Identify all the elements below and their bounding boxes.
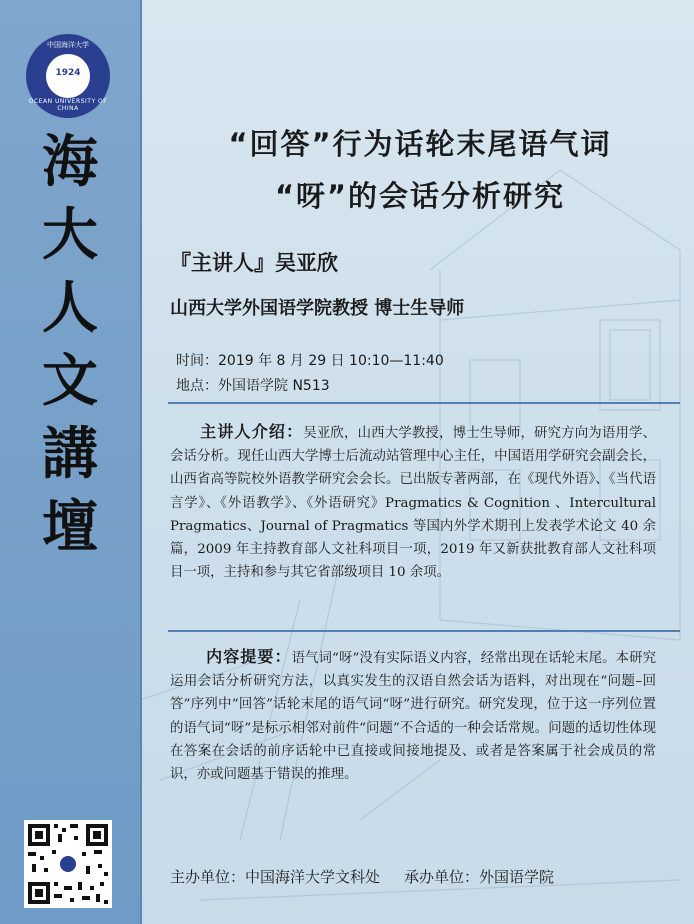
speaker-bio bbox=[170, 420, 656, 584]
abstract-label: 内容提要： bbox=[206, 647, 292, 666]
qr-code-icon bbox=[24, 820, 112, 908]
speaker-affiliation: 山西大学外国语学院教授 博士生导师 bbox=[170, 298, 465, 319]
logo-year: 1924 bbox=[55, 68, 81, 78]
organizer: 主办单位：中国海洋大学文科处 bbox=[170, 868, 381, 886]
speaker-bio-label: 主讲人介绍： bbox=[200, 422, 304, 441]
talk-title-line2: “呀”的会话分析研究 bbox=[274, 179, 566, 213]
sidebar bbox=[0, 0, 142, 924]
qr-code[interactable] bbox=[24, 820, 112, 908]
series-title: 海大人文講壇 bbox=[42, 129, 98, 560]
abstract bbox=[170, 645, 656, 786]
logo-text-bottom: OCEAN UNIVERSITY OF CHINA bbox=[28, 98, 108, 112]
logo-emblem bbox=[46, 54, 90, 98]
host: 承办单位：外国语学院 bbox=[404, 868, 555, 886]
abstract-text: 语气词“呀”没有实际语义内容，经常出现在话轮末尾。本研究运用会话分析研究方法，以真实发生的汉语自然会话为语料，对出现在“问题–回答”序列中“回答”话轮末尾的语气词“呀”进行研究。研究发现，位于这一序列位置的语气词“呀”是标示相邻对前件“问题”不合适的一种会话常规。问题的适切性体现在答案在会话的前序话轮中已直接或间接地提及、或者是答案属于社会成员的常识，亦或问题基于错误的推理。 bbox=[170, 651, 656, 783]
speaker: 『主讲人』吴亚欣 bbox=[170, 251, 338, 275]
footer bbox=[170, 866, 578, 887]
divider-middle bbox=[168, 630, 680, 632]
talk-title-line1: “回答”行为话轮末尾语气词 bbox=[228, 127, 612, 161]
speaker-bio-text: 吴亚欣，山西大学教授，博士生导师，研究方向为语用学、会话分析。现任山西大学博士后流动站管理中心主任，中国语用学研究会副会长，山西省高等院校外语教学研究会会长。已出版专著两部，在《现代外语》、《当代语言学》、《外语教学》、《外语研究》Pragmatics & Cognition 、Intercultural Pragmatics、Journal of Pragmatics 等国内外学术期刊上发表学术论文 40 余篇，2009 年主持教育部人文社科项目一项，2019 年又新获批教育部人文社科项目一项，主持和参与其它省部级项目 10 余项。 bbox=[170, 426, 656, 581]
divider-top bbox=[168, 402, 680, 404]
university-logo bbox=[26, 34, 110, 118]
logo-text-top: 中国海洋大学 bbox=[47, 41, 89, 49]
event-time: 时间：2019 年 8 月 29 日 10:10—11:40 bbox=[176, 353, 444, 369]
event-place: 地点：外国语学院 N513 bbox=[176, 378, 330, 394]
